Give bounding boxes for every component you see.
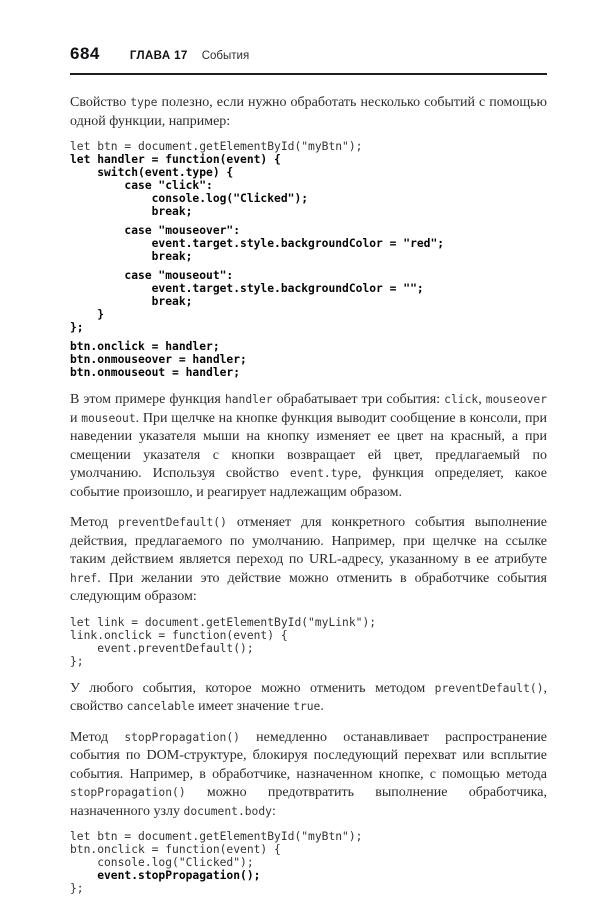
inline-code: stopPropagation() xyxy=(124,730,240,744)
code-line: } xyxy=(70,308,105,321)
inline-code: stopPropagation() xyxy=(70,786,186,799)
text-run: немедленно останавливает распространение события по DOM-структуре, блокируя последующий перехват или всплытие события. Например, в обработчике, назначенном кнопке, с помощью метода xyxy=(70,729,547,782)
text-run: Метод xyxy=(70,515,119,530)
inline-code: click xyxy=(444,393,479,406)
inline-code: href xyxy=(70,571,98,585)
code-line: break; xyxy=(70,295,193,308)
code-line: }; xyxy=(70,882,84,895)
code-line: event.preventDefault(); xyxy=(70,641,254,655)
code-line: let handler = function(event) { xyxy=(70,153,281,166)
inline-code: cancelable xyxy=(126,700,195,713)
text-run: В этом примере функция xyxy=(70,392,225,407)
code-line: case "mouseover": xyxy=(70,224,241,237)
code-block xyxy=(70,140,547,379)
paragraph xyxy=(70,391,547,502)
code-line: let link = document.getElementById("myLink"); xyxy=(70,615,377,629)
paragraph xyxy=(70,680,547,717)
inline-code: document.body xyxy=(183,804,272,818)
text-run: обрабатывает три события: xyxy=(272,392,445,407)
code-line: event.target.style.backgroundColor = ""; xyxy=(70,282,424,295)
code-line: btn.onmouseout = handler; xyxy=(70,366,241,379)
paragraph xyxy=(70,94,547,131)
chapter-label: ГЛАВА 17 xyxy=(129,50,188,62)
code-line: link.onclick = function(event) { xyxy=(70,628,288,642)
code-line: btn.onclick = function(event) { xyxy=(70,843,281,856)
code-line: case "mouseout": xyxy=(70,269,234,282)
code-block xyxy=(70,616,547,668)
page-content-wrapper xyxy=(70,44,547,907)
code-line: btn.onclick = handler; xyxy=(70,340,220,353)
text-run: Свойство xyxy=(70,95,131,110)
text-run: и xyxy=(70,410,82,426)
code-line: switch(event.type) { xyxy=(70,166,234,179)
inline-code: preventDefault() xyxy=(434,681,544,695)
text-run: , свойство xyxy=(70,680,547,714)
page-content xyxy=(70,94,547,895)
code-line: let btn = document.getElementById("myBtn"); xyxy=(70,140,363,153)
code-line: break; xyxy=(70,205,193,218)
code-line: case "click": xyxy=(70,179,213,192)
text-run: . При щелчке на кнопке функция выводит сообщение в консоли, при наведении указателя мыши на кнопку изменяет ее цвет на красный, а при смещении указателя с кнопки возвращает ей цвет, предлагаемый по умолчанию. Используя свойство xyxy=(70,410,547,481)
inline-code: event.type xyxy=(289,467,358,480)
text-run: отменяет для конкретного события выполнение действия, предлагаемого по умолчанию. Например, при щелчке на ссылке таким действием является переход по URL-адресу, указанному в ее атрибуте xyxy=(70,515,547,567)
paragraph xyxy=(70,729,547,822)
code-line: let btn = document.getElementById("myBtn"); xyxy=(70,830,363,843)
text-run: : xyxy=(271,803,276,819)
inline-code: true xyxy=(293,700,321,713)
paragraph xyxy=(70,514,547,607)
text-run: , функция определяет, какое событие произошло, и реагирует надлежащим образом. xyxy=(70,466,547,500)
text-run: Метод xyxy=(70,729,125,745)
text-run: можно предотвратить выполнение обработчика, назначенного узлу xyxy=(70,785,547,819)
inline-code: preventDefault() xyxy=(118,516,227,529)
text-run: имеет значение xyxy=(194,699,294,714)
code-line: console.log("Clicked"); xyxy=(70,192,309,205)
code-line: break; xyxy=(70,250,193,263)
inline-code: handler xyxy=(224,393,273,406)
code-line: btn.onmouseover = handler; xyxy=(70,353,247,366)
text-run: . xyxy=(320,699,324,714)
code-block xyxy=(70,830,547,895)
running-header xyxy=(70,44,547,75)
text-run: , xyxy=(478,392,486,407)
text-run: полезно, если нужно обработать несколько событий с помощью одной функции, например: xyxy=(70,95,547,129)
code-line: event.target.style.backgroundColor = "red"; xyxy=(70,237,445,250)
code-line: console.log("Clicked"); xyxy=(70,856,254,869)
text-run: . При желании это действие можно отменить в обработчике события следующим образом: xyxy=(70,570,547,604)
page-number: 684 xyxy=(70,44,100,63)
text-run: У любого события, которое можно отменить методом xyxy=(70,680,435,696)
code-line: }; xyxy=(70,654,84,668)
inline-code: mouseout xyxy=(81,411,136,425)
code-line: }; xyxy=(70,321,84,334)
code-line: event.stopPropagation(); xyxy=(70,869,261,882)
chapter-title: События xyxy=(201,50,250,62)
inline-code: type xyxy=(130,96,158,109)
inline-code: mouseover xyxy=(485,393,547,406)
